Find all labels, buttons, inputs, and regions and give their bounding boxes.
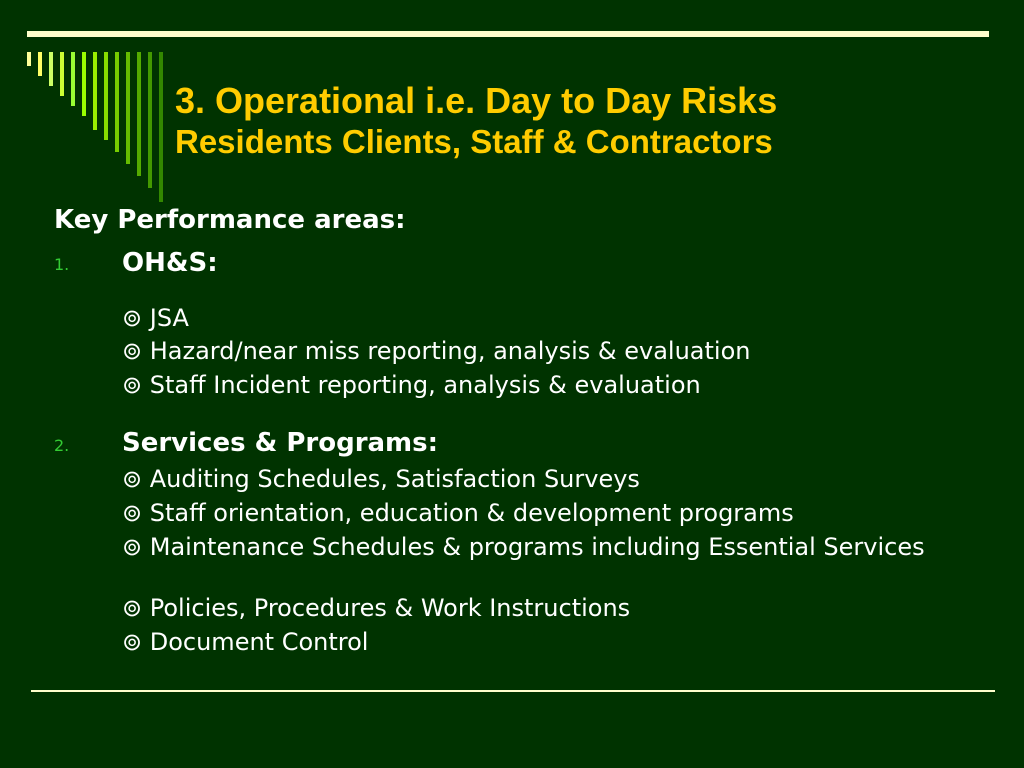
list-item: ⊚ Hazard/near miss reporting, analysis & evaluation: [122, 337, 751, 365]
section-number: 2.: [54, 436, 70, 455]
bottom-rule: [31, 690, 995, 692]
list-item: ⊚ Document Control: [122, 628, 369, 656]
section-number: 1.: [54, 255, 70, 274]
title-line-2: Residents Clients, Staff & Contractors: [175, 123, 773, 160]
list-item: ⊚ JSA: [122, 304, 189, 332]
list-item: ⊚ Auditing Schedules, Satisfaction Surveys: [122, 465, 640, 493]
list-item: ⊚ Maintenance Schedules & programs including Essential Services: [122, 533, 925, 561]
title-line-1: 3. Operational i.e. Day to Day Risks: [175, 80, 778, 121]
list-item: ⊚ Staff orientation, education & development programs: [122, 499, 794, 527]
list-item: ⊚ Staff Incident reporting, analysis & evaluation: [122, 371, 701, 399]
section-title-services: Services & Programs:: [122, 428, 439, 458]
list-item: ⊚ Policies, Procedures & Work Instructions: [122, 594, 631, 622]
section-title-ohs: OH&S:: [122, 248, 218, 278]
key-performance-heading: Key Performance areas:: [54, 205, 406, 235]
